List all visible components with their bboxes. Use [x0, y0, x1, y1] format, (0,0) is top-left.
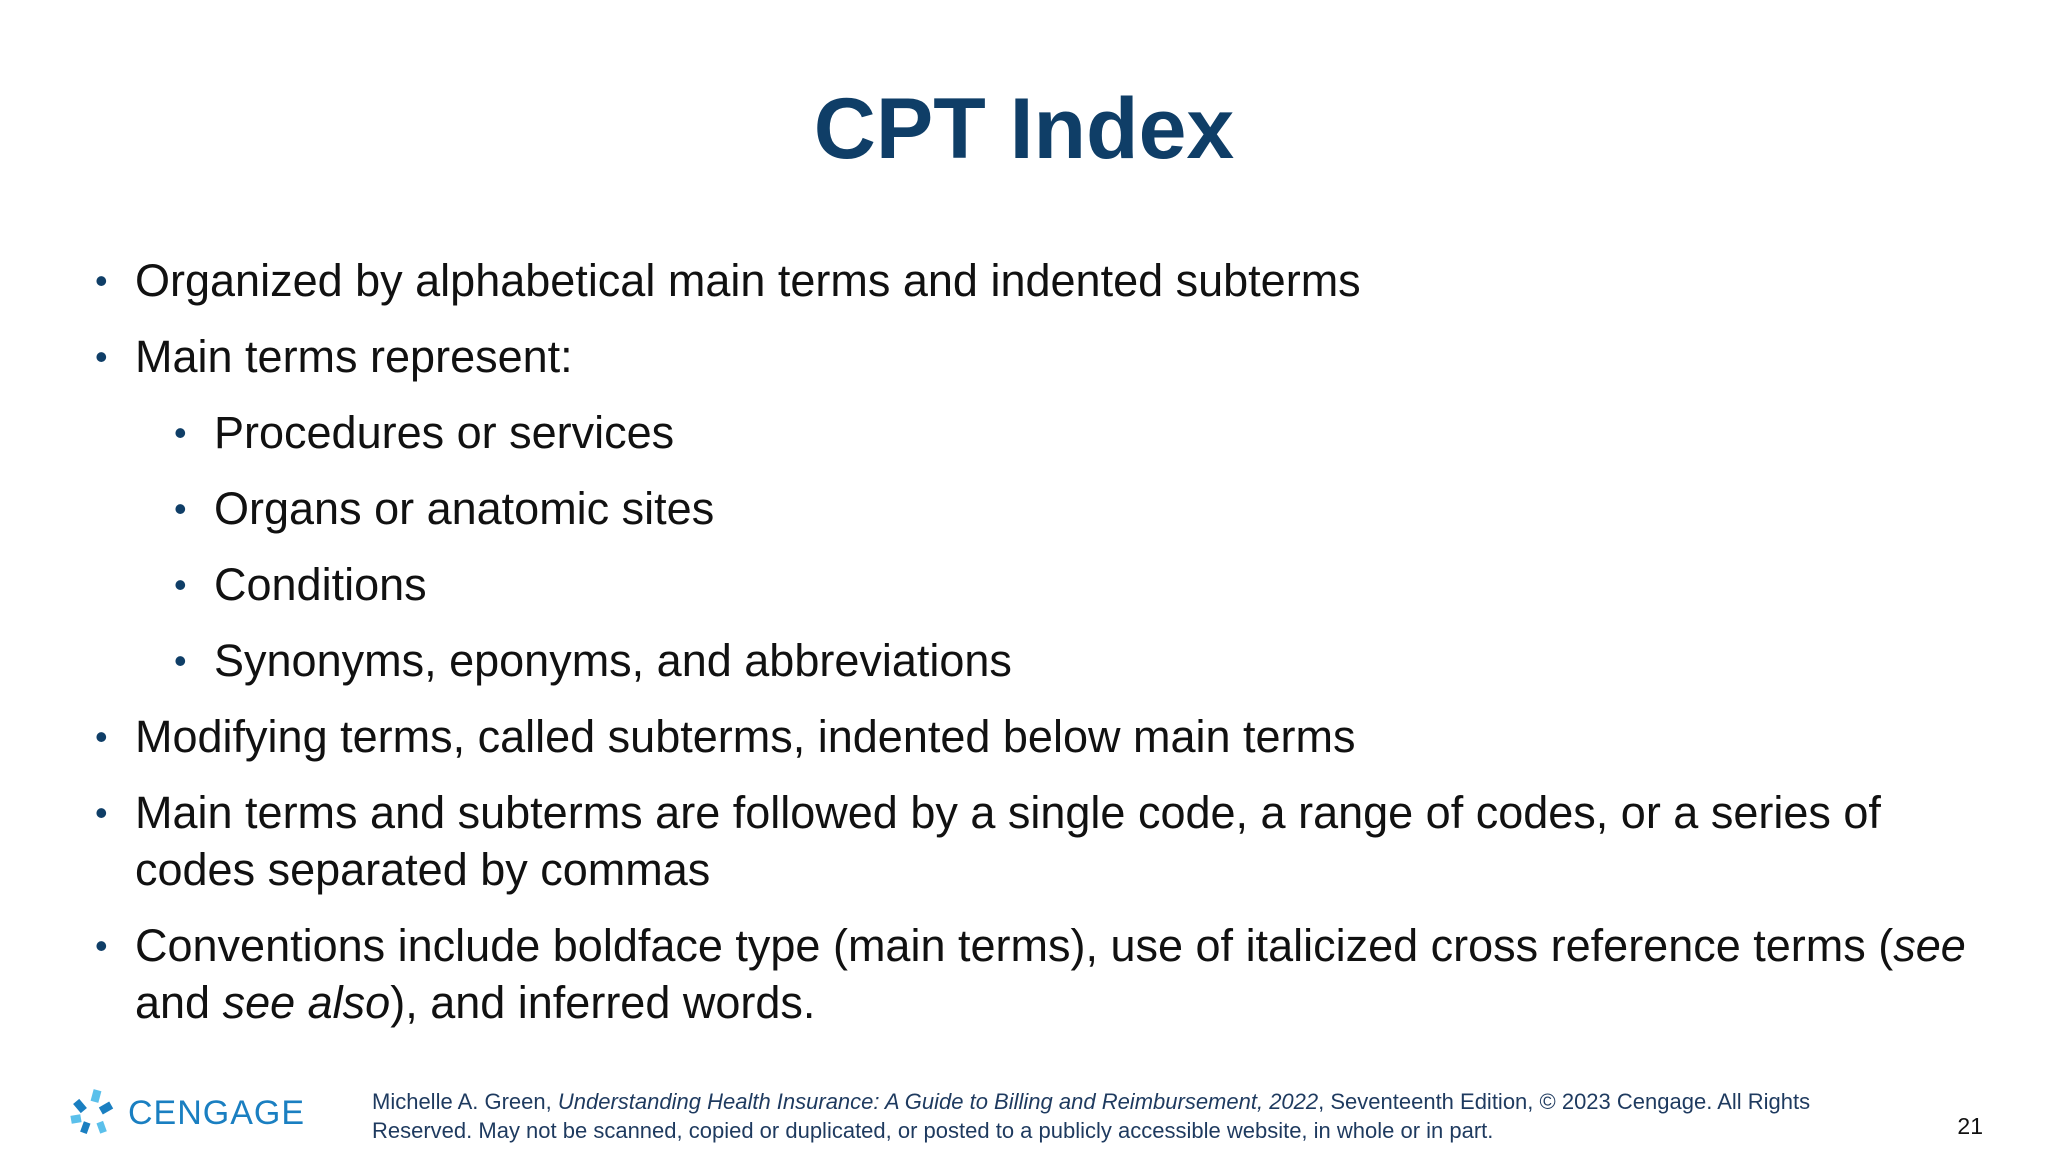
bullet-text-part: Conventions include boldface type (main terms), use of italicized cross reference terms (	[135, 920, 1894, 971]
bullet-dot-icon	[174, 404, 187, 461]
citation-rest: , Seventeenth Edition, © 2023 Cengage. All Rights Reserved. May not be scanned, copied or duplicated, or posted to a publicly accessible website, in whole or in part.	[372, 1089, 1811, 1143]
bullet-italic-text: see	[1893, 920, 1966, 971]
bullet-text-part: Modifying terms, called subterms, indented below main terms	[135, 711, 1356, 762]
sub-bullet-item	[174, 480, 1995, 537]
bullet-text-part: ), and inferred words.	[390, 977, 816, 1028]
bullet-item	[95, 784, 1995, 898]
bullet-text-part: Main terms represent:	[135, 331, 573, 382]
sub-bullet-item	[174, 556, 1995, 613]
bullet-text-part: Organs or anatomic sites	[214, 483, 715, 534]
bullet-text-part: Procedures or services	[214, 407, 675, 458]
bullet-text-part: Conditions	[214, 559, 427, 610]
bullet-dot-icon	[174, 480, 187, 537]
slide-title: CPT Index	[813, 81, 1235, 177]
bullet-text-part: Main terms and subterms are followed by a single code, a range of codes, or a series of codes separated by commas	[135, 787, 1881, 895]
bullet-dot-icon	[174, 632, 187, 689]
bullet-text	[135, 787, 1881, 895]
bullet-text	[214, 483, 714, 534]
bullet-italic-text: see also	[222, 977, 391, 1028]
cengage-logo	[70, 1088, 305, 1138]
bullet-item	[95, 252, 1995, 309]
sub-bullet-item	[174, 404, 1995, 461]
bullet-item	[95, 708, 1995, 765]
bullet-text	[135, 331, 573, 382]
logo-text: CENGAGE	[128, 1093, 306, 1132]
citation-author: Michelle A. Green,	[372, 1089, 558, 1114]
bullet-dot-icon	[95, 917, 108, 974]
bullet-list	[95, 252, 1995, 1050]
bullet-item	[95, 328, 1995, 385]
bullet-dot-icon	[95, 328, 108, 385]
bullet-text	[214, 559, 427, 610]
bullet-dot-icon	[95, 252, 108, 309]
bullet-text-part: Synonyms, eponyms, and abbreviations	[214, 635, 1012, 686]
bullet-text	[135, 255, 1361, 306]
bullet-text-part: and	[135, 977, 223, 1028]
bullet-text	[214, 635, 1012, 686]
bullet-text-part: Organized by alphabetical main terms and indented subterms	[135, 255, 1361, 306]
bullet-text	[135, 920, 1966, 1028]
bullet-text	[135, 711, 1356, 762]
sub-bullet-item	[174, 632, 1995, 689]
citation	[372, 1087, 1892, 1145]
cengage-logo-icon	[70, 1088, 120, 1138]
page-number: 21	[1957, 1113, 1983, 1139]
bullet-item	[95, 917, 1995, 1031]
bullet-dot-icon	[95, 708, 108, 765]
citation-title: Understanding Health Insurance: A Guide to Billing and Reimbursement, 2022	[557, 1089, 1319, 1114]
bullet-dot-icon	[174, 556, 187, 613]
bullet-text	[214, 407, 674, 458]
bullet-dot-icon	[95, 784, 108, 841]
